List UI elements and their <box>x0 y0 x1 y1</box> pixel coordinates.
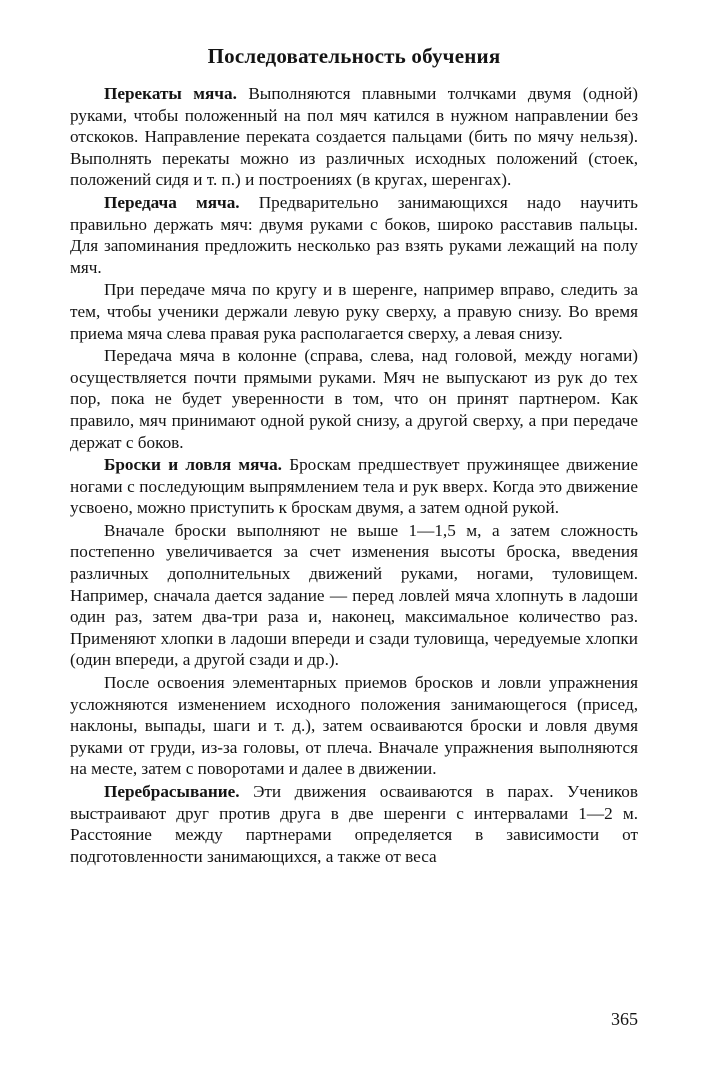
paragraph-text: Эти движения осваиваются в парах. Учеников выстраивают друг против друга в две шеренги с интервалами 1—2 м. Расстояние между партнерами определяется в зависимости от подготовленности занимающихся, а также от веса <box>70 782 638 866</box>
paragraph-text: После освоения элементарных приемов бросков и ловли упражнения усложняются изменением исходного положения занимающегося (присед, наклоны, выпады, шаги и т. д.), затем осваиваются броски и ловля двумя руками от груди, из-за головы, от плеча. Вначале упражнения выполняются на месте, затем с поворотами и далее в движении. <box>70 673 638 779</box>
paragraph-text: Предварительно занимающихся надо научить правильно держать мяч: двумя руками с боков, широко расставив пальцы. Для запоминания предложить несколько раз взять руками лежащий на полу мяч. <box>70 192 639 277</box>
paragraph-lead: Перебрасывание. <box>104 782 240 801</box>
paragraph-text: При передаче мяча по кругу и в шеренге, например вправо, следить за тем, чтобы ученики держали левую руку сверху, а правую снизу. Во время приема мяча слева правая рука располагается сверху, а левая снизу. <box>70 280 638 343</box>
page-number: 365 <box>611 1009 638 1029</box>
paragraph-tossing <box>70 781 638 867</box>
paragraph-passing-circle <box>70 279 638 344</box>
paragraph-text: Выполняются плавными толчками двумя (одной) руками, чтобы положенный на пол мяч катился в нужном направлении без отскоков. Направление переката создается пальцами (бить по мячу нельзя). Выполнять перекаты можно из различных исходных положений (стоек, положений сидя и т. п.) и построениях (в кругах, шеренгах). <box>70 84 638 190</box>
paragraph-text: Вначале броски выполняют не выше 1—1,5 м, а затем сложность постепенно увеличивается за счет изменения высоты броска, введения различных дополнительных движений руками, ногами, туловищем. Например, сначала дается задание — перед ловлей мяча хлопнуть в ладоши один раз, затем два-три раза и, наконец, максимальное количество раз. Применяют хлопки в ладоши впереди и сзади туловища, чередуемые хлопки (один впереди, а другой сзади и др.). <box>70 520 638 670</box>
paragraph-throwing-height <box>70 520 638 671</box>
page-content <box>70 44 638 868</box>
paragraph-lead: Перекаты мяча. <box>104 84 237 103</box>
paragraph-text: Передача мяча в колонне (справа, слева, над головой, между ногами) осуществляется почти прямыми руками. Мяч не выпускают из рук до тех пор, пока не будет уверенности в том, что он принят партнером. Как правило, мяч принимают одной рукой снизу, а другой сверху, а при передаче держат с боков. <box>70 346 638 452</box>
paragraph-throwing <box>70 454 638 519</box>
page-title: Последовательность обучения <box>207 44 501 68</box>
paragraph-lead: Передача мяча. <box>104 192 240 212</box>
paragraph-passing-column <box>70 345 638 453</box>
paragraph-lead: Броски и ловля мяча. <box>104 455 282 475</box>
paragraph-throwing-advanced <box>70 672 638 780</box>
paragraph-text: Броскам предшествует пружинящее движение ногами с последующим выпрямлением тела и рук вверх. Когда это движение усвоено, можно приступить к броскам двумя, а затем одной рукой. <box>70 455 638 518</box>
paragraph-passing <box>70 192 638 278</box>
paragraph-rolling <box>70 83 638 191</box>
